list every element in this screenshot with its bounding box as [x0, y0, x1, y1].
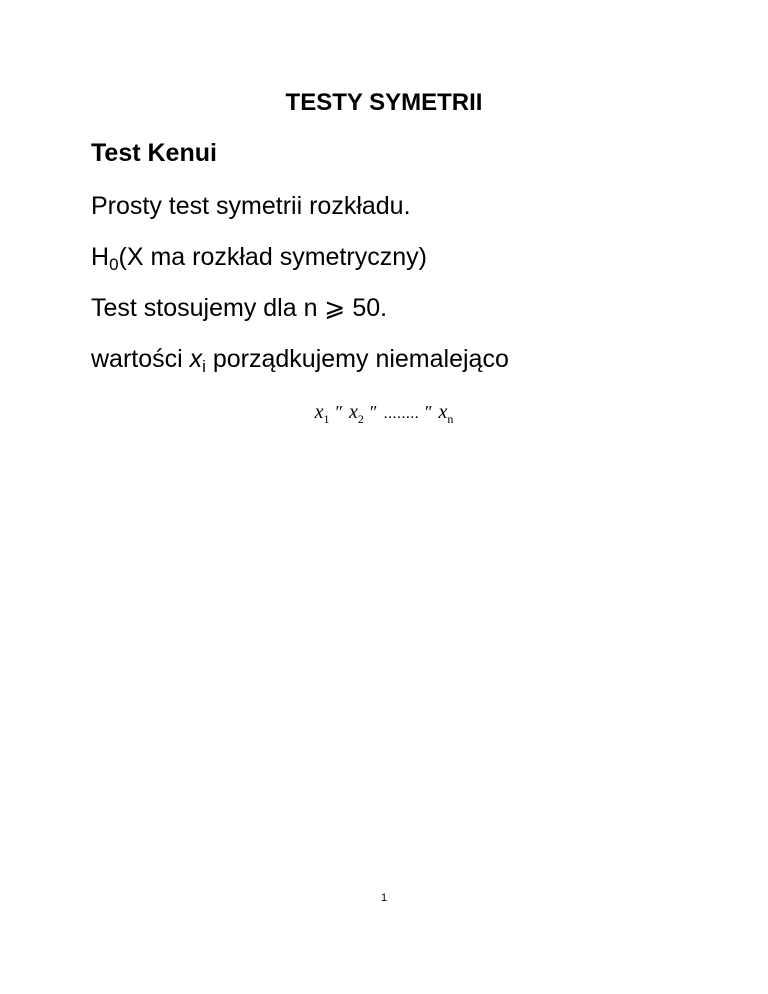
- formula-var-1: x: [314, 401, 324, 423]
- paragraph-intro: Prosty test symetrii rozkładu.: [91, 192, 411, 220]
- paragraph-ordering: [91, 343, 509, 375]
- paragraph-sample-size: Test stosujemy dla n ⩾ 50.: [91, 294, 388, 322]
- ordering-variable: x: [189, 345, 203, 373]
- formula-sub-n: n: [447, 412, 454, 426]
- formula-relation-3: ″: [424, 402, 433, 422]
- page-number: 1: [380, 892, 388, 904]
- formula-relation-1: ″: [335, 402, 344, 422]
- ordering-text: porządkujemy niemalejąco: [205, 345, 509, 373]
- hypothesis-subscript: 0: [109, 255, 119, 274]
- section-heading: Test Kenui: [91, 139, 217, 167]
- formula-var-2: x: [349, 401, 358, 423]
- formula-sub-2: 2: [357, 412, 364, 426]
- ordering-subscript: i: [202, 357, 206, 376]
- formula-var-n: x: [438, 401, 448, 423]
- hypothesis-text: (X ma rozkład symetryczny): [118, 243, 427, 271]
- paragraph-hypothesis: [91, 241, 427, 273]
- formula-sub-1: 1: [323, 412, 330, 426]
- ordering-formula: [0, 398, 768, 428]
- formula-ellipsis: ........: [383, 405, 419, 422]
- formula-relation-2: ″: [369, 402, 378, 422]
- hypothesis-letter: H: [91, 243, 110, 271]
- ordering-prefix: wartości: [91, 345, 190, 373]
- document-title: TESTY SYMETRII: [285, 89, 483, 116]
